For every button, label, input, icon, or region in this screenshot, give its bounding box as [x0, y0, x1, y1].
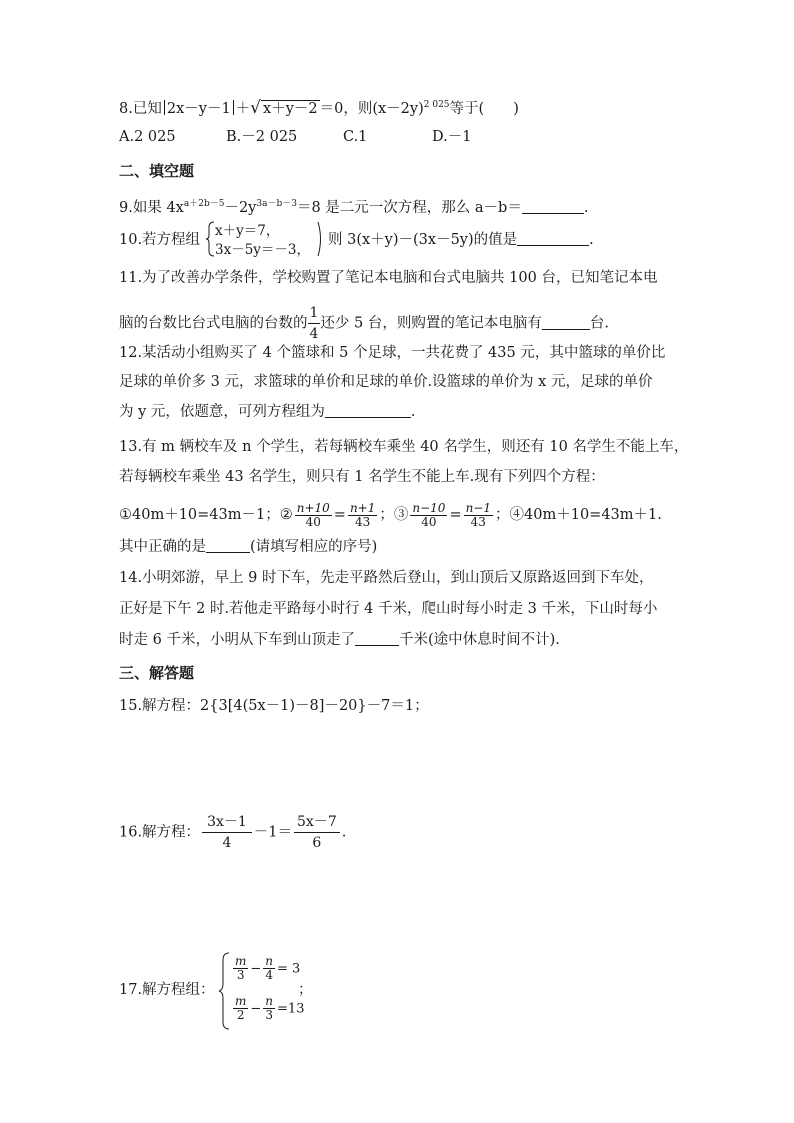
q13-opt3: ；③ — [379, 507, 409, 523]
question-8 — [119, 95, 519, 119]
q16-mid: －1＝ — [253, 824, 293, 841]
q17-r1-rhs: = 3 — [277, 961, 301, 977]
q10-answer-blank[interactable] — [517, 231, 589, 246]
q10-eq2: 3x－5y＝－3， — [215, 242, 311, 258]
q14-line3-a: 时走 6 千米，小明从下车到山顶走了 — [119, 632, 355, 648]
q13-line4-a: 其中正确的是 — [119, 539, 206, 555]
q12-line2: 足球的单价多 3 元，求篮球的单价和足球的单价.设篮球的单价为 x 元，足球的单价 — [119, 374, 653, 390]
q8-prefix: 8.已知 — [119, 101, 162, 117]
q8-option-a: A.2 025 — [119, 129, 176, 145]
q11-line1: 11.为了改善办学条件，学校购置了笔记本电脑和台式电脑共 100 台，已知笔记本电 — [119, 270, 658, 286]
q14-line1: 14.小明郊游，早上 9 时下车，先走平路然后登山，到山顶后又原路返回到下车处， — [119, 570, 654, 586]
q12-line3-a: 为 y 元，依题意，可列方程组为 — [119, 404, 325, 420]
q13-line2: 若每辆校车乘坐 43 名学生，则只有 1 名学生不能上车.现有下列四个方程： — [119, 469, 605, 485]
q13-opt4: ；④40m＋10=43m＋1. — [495, 507, 662, 523]
q14-line3-b: 千米(途中休息时间不计). — [398, 632, 560, 648]
q9-exp1: a＋2b－5 — [183, 199, 225, 209]
right-paren-icon — [317, 221, 325, 257]
q9-suffix: ＝8 是二元一次方程，那么 a－b＝ — [296, 200, 522, 216]
q13-options — [119, 500, 662, 530]
q11-line2-b: 还少 5 台，则购置的笔记本电脑有 — [320, 315, 542, 332]
q8-option-d: D.－1 — [432, 129, 472, 145]
abs-bar-right — [233, 100, 234, 115]
q8-option-c: C.1 — [343, 129, 368, 145]
q8-plus: ＋ — [235, 101, 251, 117]
q12-line3-b: . — [410, 404, 416, 420]
q17-row1 — [231, 955, 300, 982]
q11-answer-blank[interactable] — [542, 315, 590, 330]
q17-r1-frac-a: $\frac{m}{3}$ — [235, 954, 247, 982]
q9-mid: －2y — [224, 200, 257, 216]
q13-eq1: = — [333, 507, 346, 523]
q8-eq-zero: ＝0，则(x－2y) — [319, 101, 424, 117]
abs-bar-left — [164, 100, 165, 115]
q16-prefix: 16.解方程： — [119, 824, 201, 841]
q16-frac1: $\frac{3x-1}{4}$ — [202, 812, 252, 853]
q13-opt1: ①40m＋10=43m－1；② — [119, 507, 293, 523]
section-solve-heading: 三、解答题 — [119, 664, 195, 682]
q13-line4 — [119, 537, 377, 557]
q10-suffix: 则 3(x＋y)－(3x－5y)的值是 — [328, 232, 518, 248]
left-brace-icon — [219, 952, 231, 1030]
q13-frac2: $\frac{n+1}{43}$ — [349, 500, 376, 529]
q17-r2-frac-a: $\frac{m}{2}$ — [235, 994, 247, 1022]
q14-line3 — [119, 630, 560, 650]
q14-answer-blank[interactable] — [355, 631, 399, 646]
q12-line1: 12.某活动小组购买了 4 个篮球和 5 个足球，一共花费了 435 元，其中篮球的单价比 — [119, 345, 666, 361]
q13-answer-blank[interactable] — [206, 538, 250, 553]
fraction-one-quarter: $\frac{1}{4}$ — [309, 305, 319, 342]
q9-exp2: 3a－b－3 — [256, 199, 297, 209]
q16-end: . — [341, 824, 347, 841]
q10-eq1: x＋y＝7， — [215, 223, 280, 239]
q17-r2-rhs: =13 — [277, 1001, 305, 1017]
question-10 — [119, 230, 200, 250]
q12-line3 — [119, 402, 416, 422]
q13-frac3: $\frac{n-10}{40}$ — [412, 500, 446, 529]
q10-rest — [328, 230, 594, 250]
q8-suffix: 等于( ) — [449, 101, 519, 117]
q10-end: . — [589, 232, 594, 248]
q8-options — [119, 127, 471, 147]
q17-r2-op: − — [250, 1001, 262, 1017]
q11-line2-a: 脑的台数比台式电脑的台数的 — [119, 315, 308, 332]
q11-line2 — [119, 303, 609, 344]
q8-sqrt-inner: x＋y－2 — [263, 101, 318, 117]
q17-r2-frac-b: $\frac{n}{3}$ — [265, 994, 274, 1022]
q16-frac2: $\frac{5x-7}{6}$ — [294, 812, 340, 853]
q9-answer-blank[interactable] — [522, 199, 584, 214]
question-9 — [119, 194, 588, 218]
q11-line2-c: 台. — [589, 315, 609, 332]
question-15: 15.解方程：2{3[4(5x－1)－8]－20}－7＝1； — [119, 698, 429, 714]
q9-end: . — [583, 200, 589, 216]
q17-r1-op: − — [250, 961, 262, 977]
q9-prefix: 9.如果 4x — [119, 200, 184, 216]
section-fill-in-heading: 二、填空题 — [119, 162, 195, 180]
q17-end: ； — [298, 982, 313, 998]
q8-option-b: B.－2 025 — [226, 129, 298, 145]
q12-answer-blank[interactable] — [325, 403, 411, 418]
q13-eq2: = — [449, 507, 462, 523]
question-16 — [119, 812, 346, 853]
q8-exponent: 2 025 — [423, 100, 450, 110]
q13-frac4: $\frac{n-1}{43}$ — [465, 500, 492, 529]
q8-abs-inner: 2x－y－1 — [166, 101, 231, 117]
q17-prefix: 17.解方程组： — [119, 982, 215, 998]
q13-frac1: $\frac{n+10}{40}$ — [296, 500, 330, 529]
q13-line1: 13.有 m 辆校车及 n 个学生，若每辆校车乘坐 40 名学生，则还有 10 名学生不能上车， — [119, 439, 689, 455]
q13-line4-b: (请填写相应的序号) — [250, 539, 378, 555]
q10-prefix: 10.若方程组 — [119, 232, 201, 248]
q14-line2: 正好是下午 2 时.若他走平路每小时行 4 千米，爬山时每小时走 3 千米，下山时每小 — [119, 601, 658, 617]
q17-r1-frac-b: $\frac{n}{4}$ — [265, 954, 274, 982]
sqrt-icon: √ — [250, 98, 262, 118]
q17-row2 — [231, 995, 304, 1022]
